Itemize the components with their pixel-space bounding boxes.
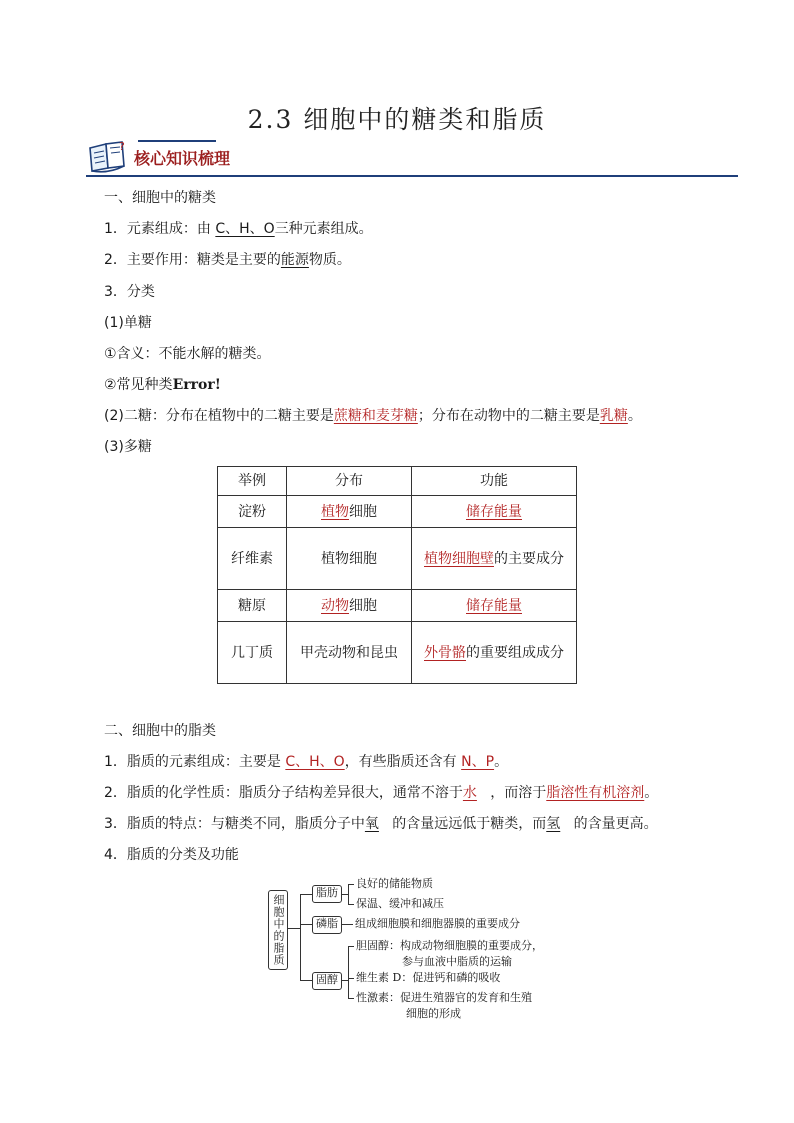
text: 。	[494, 754, 509, 770]
lipid-line-chemistry	[104, 783, 658, 803]
sugar-line-mono-kinds	[104, 375, 221, 395]
fat-box: 脂肪	[312, 885, 342, 903]
table-header: 功能	[412, 467, 577, 496]
connector	[341, 924, 353, 925]
answer-underlined: 外骨骼	[424, 644, 466, 661]
answer-underlined: 储存能量	[466, 503, 522, 520]
answer-underlined: N、P	[461, 754, 495, 770]
table-cell	[412, 496, 577, 528]
svg-text:?: ?	[119, 140, 125, 153]
text: 三种元素组成。	[274, 221, 373, 237]
polysaccharide-table	[217, 466, 577, 684]
text: 2．脂质的化学性质：脂质分子结构差异很大，通常不溶于	[104, 785, 463, 801]
lipid-line-elements	[104, 752, 508, 772]
answer-underlined: 植物	[321, 503, 349, 520]
table-cell	[412, 622, 577, 684]
answer-underlined: 水	[462, 785, 477, 801]
table-cell	[287, 622, 412, 684]
answer-underlined: 储存能量	[466, 597, 522, 614]
connector	[348, 946, 354, 947]
sugar-line-poly: (3)多糖	[104, 439, 152, 455]
connector	[300, 924, 312, 925]
answer-underlined: C、H、O	[285, 754, 345, 770]
phospholipid-box: 磷脂	[312, 916, 342, 934]
lipid-line-classify: 4．脂质的分类及功能	[104, 847, 239, 863]
text: 物质。	[308, 252, 351, 268]
table-row	[218, 622, 577, 684]
connector	[300, 894, 301, 980]
table-cell: 几丁质	[218, 622, 287, 684]
table-header: 举例	[218, 467, 287, 496]
section-header	[86, 136, 738, 180]
lipid-line-features	[104, 814, 658, 834]
text: 3．脂质的特点：与糖类不同，脂质分子中	[104, 816, 365, 832]
sugar-line-classify: 3．分类	[104, 284, 155, 300]
connector	[287, 928, 300, 929]
answer-underlined: 乳糖	[599, 408, 628, 424]
page-title: 2.3 细胞中的糖类和脂质	[247, 105, 547, 134]
answer-underlined: 能源	[280, 252, 309, 268]
table-cell: 淀粉	[218, 496, 287, 528]
text: 植物细胞	[321, 550, 377, 567]
sterol-box: 固醇	[312, 972, 342, 990]
table-row	[218, 528, 577, 590]
text: 细胞	[349, 597, 377, 614]
text: 。	[644, 785, 659, 801]
text: 。	[627, 408, 642, 424]
text: 的主要成分	[494, 550, 564, 567]
text: 甲壳动物和昆虫	[300, 644, 398, 661]
answer-underlined: 氢	[546, 816, 561, 832]
section-top-rule	[138, 140, 216, 142]
sugar-line-elements	[104, 219, 373, 239]
fat-function-1: 良好的储能物质	[356, 877, 433, 890]
fat-function-2: 保温、缓冲和减压	[356, 897, 444, 910]
table-cell	[412, 590, 577, 622]
answer-underlined: 动物	[321, 597, 349, 614]
table-cell	[287, 496, 412, 528]
answer-underlined: 蔗糖和麦芽糖	[333, 408, 418, 424]
connector	[300, 894, 312, 895]
sugar-line-mono: (1)单糖	[104, 315, 152, 331]
connector	[348, 998, 354, 999]
vitamin-d-function: 维生素 D：促进钙和磷的吸收	[356, 971, 501, 984]
connector	[348, 884, 354, 885]
connector	[348, 884, 349, 904]
section-bottom-rule	[86, 175, 738, 177]
sex-hormone-function: 性激素：促进生殖器官的发育和生殖	[356, 991, 532, 1004]
answer-underlined: C、H、O	[215, 221, 275, 237]
lipid-classification-diagram	[268, 877, 568, 1030]
table-header-row	[218, 467, 577, 496]
table-cell: 纤维素	[218, 528, 287, 590]
connector	[300, 980, 312, 981]
table-row	[218, 496, 577, 528]
text: 的含量远远低于糖类，而	[378, 816, 547, 832]
phospholipid-function: 组成细胞膜和细胞器膜的重要成分	[355, 917, 520, 930]
text: ②常见种类	[104, 377, 173, 393]
text: 的重要组成成分	[466, 644, 564, 661]
text: ，而溶于	[476, 785, 547, 801]
root-box: 细胞中的脂质	[268, 890, 288, 970]
text: 1．脂质的元素组成：主要是	[104, 754, 286, 770]
sugar-line-di	[104, 406, 642, 426]
answer-underlined: 脂溶性有机溶剂	[546, 785, 645, 801]
sugar-line-function	[104, 250, 351, 270]
cholesterol-function-cont: 参与血液中脂质的运输	[402, 955, 512, 968]
connector	[348, 904, 354, 905]
text: 的含量更高。	[560, 816, 658, 832]
sugar-heading: 一、细胞中的糖类	[104, 190, 216, 206]
table-cell	[412, 528, 577, 590]
text: ，有些脂质还含有	[344, 754, 462, 770]
connector	[341, 980, 348, 981]
table-cell: 糖原	[218, 590, 287, 622]
connector	[341, 894, 348, 895]
cholesterol-function: 胆固醇：构成动物细胞膜的重要成分，	[356, 939, 543, 952]
answer-underlined: 氧	[364, 816, 379, 832]
table-cell	[287, 590, 412, 622]
error-text: Error!	[172, 377, 221, 393]
sugar-line-mono-def: ①含义：不能水解的糖类。	[104, 346, 271, 362]
text: 1．元素组成：由	[104, 221, 216, 237]
text: 2．主要作用：糖类是主要的	[104, 252, 281, 268]
connector	[348, 946, 349, 998]
table-header: 分布	[287, 467, 412, 496]
lipid-heading: 二、细胞中的脂类	[104, 723, 216, 739]
table-cell	[287, 528, 412, 590]
table-row	[218, 590, 577, 622]
section-label: 核心知识梳理	[134, 149, 231, 168]
connector	[348, 978, 354, 979]
book-icon	[86, 138, 130, 174]
sex-hormone-function-cont: 细胞的形成	[406, 1007, 461, 1020]
text: 细胞	[349, 503, 377, 520]
text: ；分布在动物中的二糖主要是	[417, 408, 600, 424]
answer-underlined: 植物细胞壁	[424, 550, 494, 567]
text: (2)二糖：分布在植物中的二糖主要是	[104, 408, 334, 424]
